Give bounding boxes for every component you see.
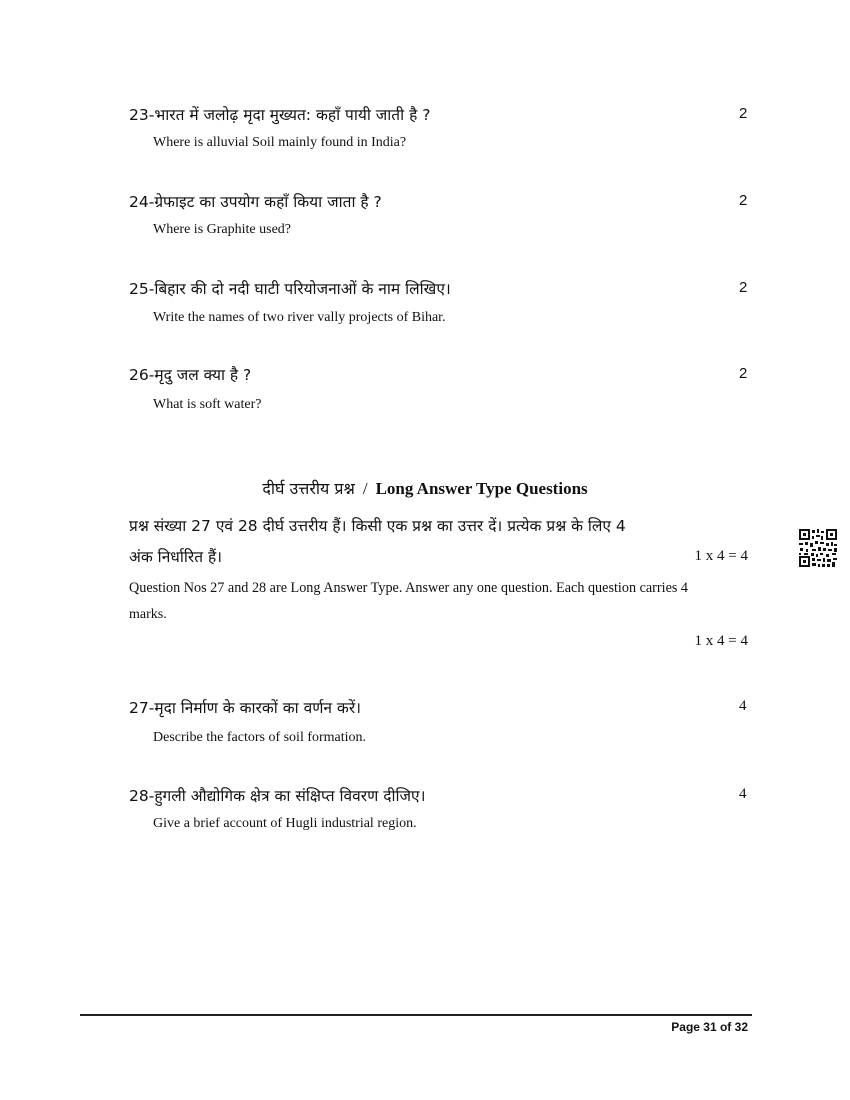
question-26-hindi: 26-मृदु जल क्या है ? (129, 366, 252, 384)
question-23-hindi: 23-भारत में जलोढ़ मृदा मुख्यत: कहाँ पायी जाती है ? (129, 106, 431, 124)
question-23-english: Where is alluvial Soil mainly found in India? (153, 135, 407, 150)
question-28-english: Give a brief account of Hugli industrial region. (153, 816, 417, 831)
question-24-hindi: 24-ग्रेफाइट का उपयोग कहाँ किया जाता है ? (129, 193, 382, 211)
question-25-english: Write the names of two river vally projects of Bihar. (153, 310, 446, 325)
section-heading-english: Long Answer Type Questions (375, 479, 588, 498)
question-26-english: What is soft water? (153, 397, 262, 412)
instructions-hindi-line2: अंक निर्धारित हैं। (129, 548, 223, 566)
instructions-hindi-line1: प्रश्न संख्या 27 एवं 28 दीर्घ उत्तरीय हैं। किसी एक प्रश्न का उत्तर दें। प्रत्येक प्रश्न के लिए 4 (129, 517, 626, 535)
marks-formula-english: 1 x 4 = 4 (694, 633, 748, 649)
question-24-marks: 2 (739, 192, 748, 209)
page-number: Page 31 of 32 (671, 1020, 748, 1034)
question-28-hindi: 28-हुगली औद्योगिक क्षेत्र का संक्षिप्त विवरण दीजिए। (129, 787, 426, 805)
question-25-hindi: 25-बिहार की दो नदी घाटी परियोजनाओं के नाम लिखिए। (129, 280, 451, 298)
instructions-english-line2: marks. (129, 607, 167, 622)
instructions-english-line1: Question Nos 27 and 28 are Long Answer Type. Answer any one question. Each question carries 4 (129, 580, 689, 596)
question-25-marks: 2 (739, 279, 748, 296)
question-28-marks: 4 (739, 786, 747, 802)
question-23-marks: 2 (739, 105, 748, 122)
marks-formula-hindi: 1 x 4 = 4 (694, 548, 748, 564)
question-27-hindi: 27-मृदा निर्माण के कारकों का वर्णन करें। (129, 699, 362, 717)
question-24-english: Where is Graphite used? (153, 222, 291, 237)
section-heading-separator: / (362, 479, 368, 498)
section-heading (0, 477, 850, 499)
qr-code-icon (798, 528, 838, 568)
question-26-marks: 2 (739, 365, 748, 382)
question-27-english: Describe the factors of soil formation. (153, 730, 367, 745)
section-heading-hindi: दीर्घ उत्तरीय प्रश्न (262, 479, 355, 498)
footer-divider (80, 1014, 752, 1016)
question-27-marks: 4 (739, 698, 747, 714)
